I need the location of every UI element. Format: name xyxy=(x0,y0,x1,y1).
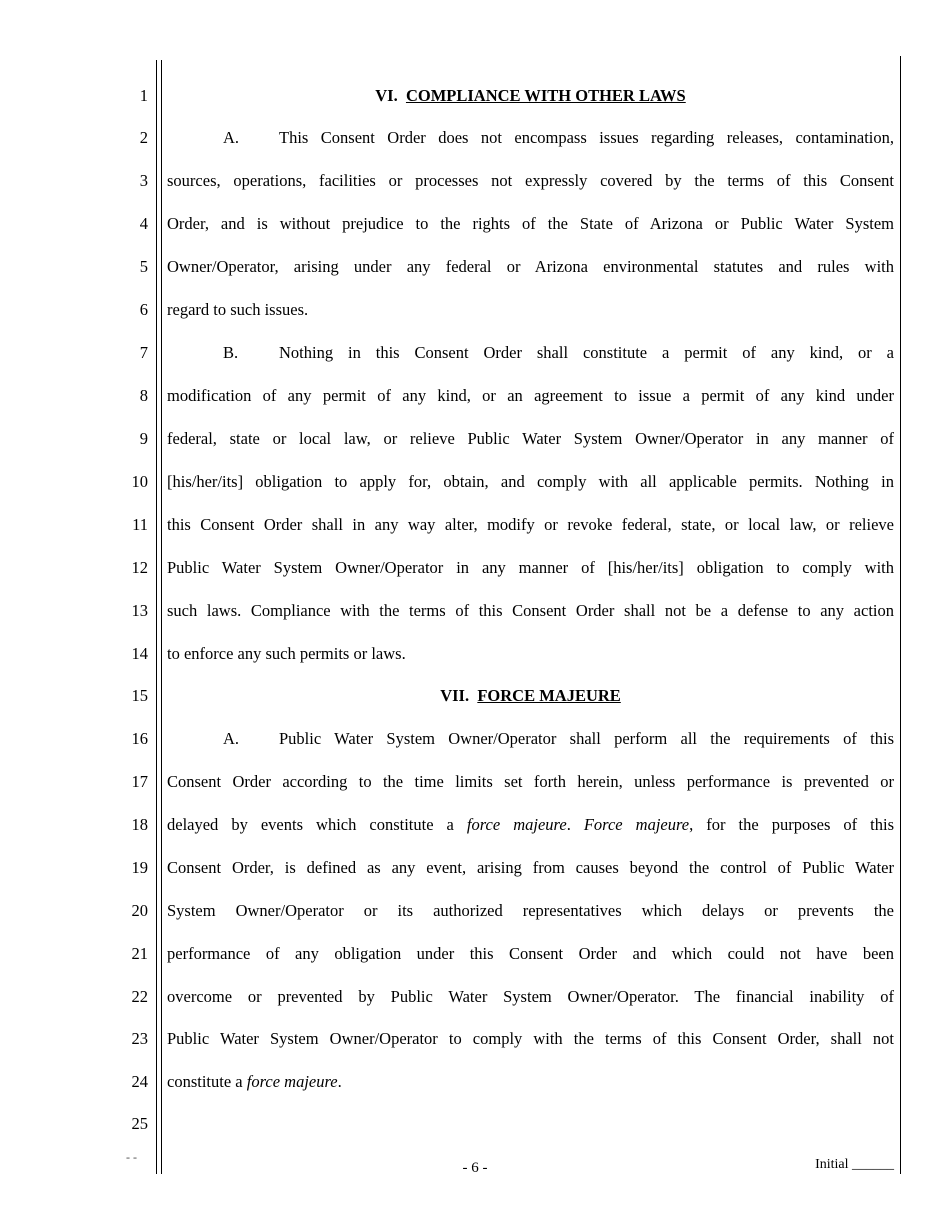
section-6-a-line-2: sources, operations, facilities or processes not expressly covered by the terms of this Consent xyxy=(167,171,894,190)
line-number-21: 21 xyxy=(131,944,148,963)
line-number-19: 19 xyxy=(131,858,148,877)
line-number-17: 17 xyxy=(131,772,148,791)
initial-field: Initial ______ xyxy=(815,1157,894,1172)
section-7-numeral: VII. xyxy=(440,686,470,705)
line-number-8: 8 xyxy=(139,386,148,405)
text-line: Public Water System Owner/Operator shall perform all the requirements of this xyxy=(279,729,894,748)
line-number-26-cutoff: - - xyxy=(126,1150,137,1164)
line-number-12: 12 xyxy=(131,558,148,577)
line-number-13: 13 xyxy=(131,601,148,620)
section-6-b-line-8: to enforce any such permits or laws. xyxy=(167,644,406,663)
text-segment: , for the purposes of this xyxy=(689,815,894,834)
section-6-b-line-5: this Consent Order shall in any way alter, modify or revoke federal, state, or local law, or relieve xyxy=(167,515,894,534)
line-number-16: 16 xyxy=(131,729,148,748)
section-7-a-line-5: System Owner/Operator or its authorized representatives which delays or prevents the xyxy=(167,901,894,920)
section-7-a-line-4: Consent Order, is defined as any event, arising from causes beyond the control of Public Water xyxy=(167,858,894,877)
section-6-heading xyxy=(167,88,894,105)
section-6-b-line-7: such laws. Compliance with the terms of this Consent Order shall not be a defense to any action xyxy=(167,601,894,620)
italic-term: Force majeure xyxy=(583,815,690,834)
section-7-a-line-8: Public Water System Owner/Operator to comply with the terms of this Consent Order, shall not xyxy=(167,1029,894,1048)
line-number-24: 24 xyxy=(131,1072,148,1091)
section-7-a-line-6: performance of any obligation under this Consent Order and which could not have been xyxy=(167,944,894,963)
section-6-b-line-1 xyxy=(167,345,894,362)
section-6-numeral: VI. xyxy=(375,86,398,105)
section-7-a-label: A. xyxy=(223,729,240,748)
italic-term: force majeure xyxy=(246,1072,338,1091)
section-6-b-label: B. xyxy=(223,343,239,362)
line-number-23: 23 xyxy=(131,1029,148,1048)
line-number-11: 11 xyxy=(132,515,148,534)
section-6-b-line-6: Public Water System Owner/Operator in any manner of [his/her/its] obligation to comply with xyxy=(167,558,894,577)
line-number-18: 18 xyxy=(131,815,148,834)
section-6-a-label: A. xyxy=(223,128,240,147)
text-segment: constitute a xyxy=(167,1072,247,1091)
line-number-4: 4 xyxy=(139,214,148,233)
italic-term: force majeure xyxy=(466,815,567,834)
line-number-5: 5 xyxy=(139,257,148,276)
section-7-a-line-9 xyxy=(167,1074,894,1091)
section-6-a-line-5: regard to such issues. xyxy=(167,300,309,319)
section-6-b-line-2: modification of any permit of any kind, or an agreement to issue a permit of any kind under xyxy=(167,386,894,405)
section-7-a-line-3 xyxy=(167,817,894,834)
line-number-14: 14 xyxy=(131,644,148,663)
section-6-b-line-3: federal, state or local law, or relieve Public Water System Owner/Operator in any manner of xyxy=(167,429,894,448)
section-7-a-line-7: overcome or prevented by Public Water System Owner/Operator. The financial inability of xyxy=(167,987,894,1006)
line-number-1: 1 xyxy=(139,86,148,105)
line-number-6: 6 xyxy=(139,300,148,319)
page-number: - 6 - xyxy=(462,1160,488,1176)
line-number-10: 10 xyxy=(131,472,148,491)
line-number-3: 3 xyxy=(139,171,148,190)
section-7-a-line-2: Consent Order according to the time limits set forth herein, unless performance is prevented or xyxy=(167,772,894,791)
section-6-a-line-4: Owner/Operator, arising under any federal or Arizona environmental statutes and rules with xyxy=(167,257,894,276)
text-segment: delayed by events which constitute a xyxy=(167,815,467,834)
line-number-15: 15 xyxy=(131,686,148,705)
text-line: Nothing in this Consent Order shall constitute a permit of any kind, or a xyxy=(279,343,894,362)
line-number-7: 7 xyxy=(139,343,148,362)
section-7-heading xyxy=(167,688,894,705)
section-6-b-line-4: [his/her/its] obligation to apply for, obtain, and comply with all applicable permits. Nothing in xyxy=(167,472,894,491)
section-6-a-line-1 xyxy=(167,130,894,147)
text-line: This Consent Order does not encompass issues regarding releases, contamination, xyxy=(279,128,894,147)
text-segment: . xyxy=(337,1072,342,1091)
line-number-9: 9 xyxy=(139,429,148,448)
section-6-a-line-3: Order, and is without prejudice to the rights of the State of Arizona or Public Water System xyxy=(167,214,894,233)
section-7-a-line-1 xyxy=(167,731,894,748)
line-number-22: 22 xyxy=(131,987,148,1006)
line-number-2: 2 xyxy=(139,128,148,147)
section-6-title: COMPLIANCE WITH OTHER LAWS xyxy=(405,86,686,105)
text-segment: . xyxy=(566,815,584,834)
section-7-title: FORCE MAJEURE xyxy=(477,686,621,705)
line-number-25: 25 xyxy=(131,1114,148,1133)
line-number-20: 20 xyxy=(131,901,148,920)
